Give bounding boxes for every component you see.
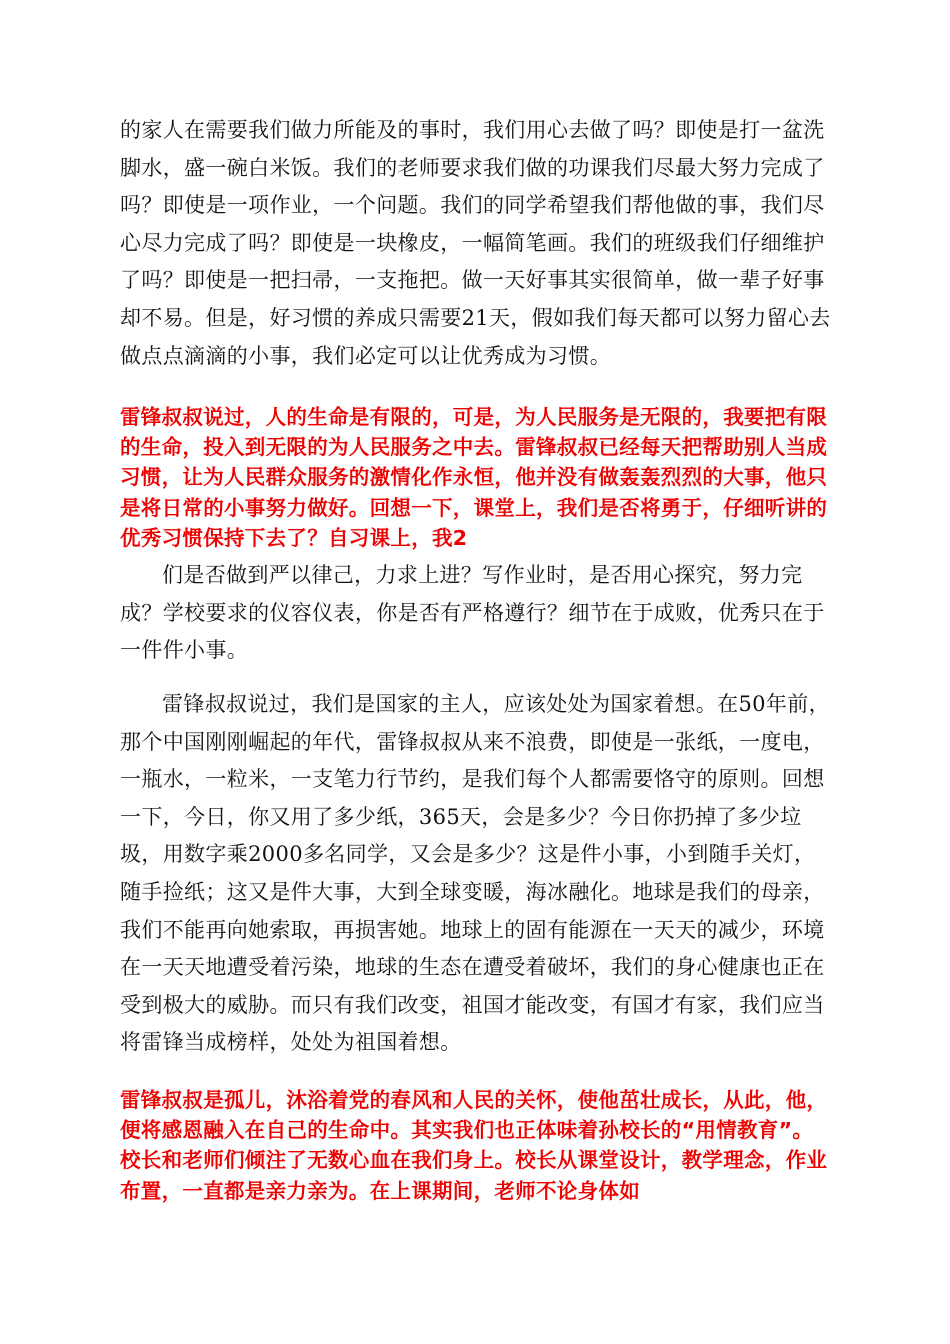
paragraph-self-discipline: 们是否做到严以律己，力求上进？写作业时，是否用心探究，努力完成？学校要求的仪容仪表，你是否有严格遵行？细节在于成败，优秀只在于一件件小事。 xyxy=(120,563,825,663)
paragraph-family-duties: 的家人在需要我们做力所能及的事时，我们用心去做了吗？即使是打一盆洗脚水，盛一碗白米饭。我们的老师要求我们做的功课我们尽最大努力完成了吗？即使是一项作业，一个问题。我们的同学希望我们帮他做的事，我们尽心尽力完成了吗？即使是一块橡皮，一幅简笔画。我们的班级我们仔细维护了吗？即使是一把扫帚，一支拖把。做一天好事其实很简单，做一辈子好事却不易。但是，好习惯的养成只需要21天，假如我们每天都可以努力留心去做点点滴滴的小事，我们必定可以让优秀成为习惯。 xyxy=(120,118,831,368)
paragraph-thrift-environment: 雷锋叔叔说过，我们是国家的主人，应该处处为国家着想。在50年前，那个中国刚刚崛起的年代，雷锋叔叔从来不浪费，即使是一张纸，一度电，一瓶水，一粒米，一支笔力行节约，是我们每个人都需要恪守的原则。回想一下，今日，你又用了多少纸，365天，会是多少？今日你扔掉了多少垃圾，用数字乘2000多名同学，又会是多少？这是件小事，小到随手关灯，随手捡纸；这又是件大事，大到全球变暖，海冰融化。地球是我们的母亲，我们不能再向她索取，再损害她。地球上的固有能源在一天天的减少，环境在一天天地遭受着污染，地球的生态在遭受着破坏，我们的身心健康也正在受到极大的威胁。而只有我们改变，祖国才能改变，有国才有家，我们应当将雷锋当成榜样，处处为祖国着想。 xyxy=(120,692,830,1055)
paragraph-leifeng-service-highlight: 雷锋叔叔说过，人的生命是有限的，可是，为人民服务是无限的，我要把有限的生命，投入到无限的为人民服务之中去。雷锋叔叔已经每天把帮助别人当成习惯，让为人民群众服务的激情化作永恒，他并没有做轰轰烈烈的大事，他只是将日常的小事努力做好。回想一下，课堂上，我们是否将勇于，仔细听讲的优秀习惯保持下去了？自习课上，我2 xyxy=(120,405,828,550)
paragraph-gratitude-highlight: 雷锋叔叔是孤儿，沐浴着党的春风和人民的关怀，使他茁壮成长，从此，他，便将感恩融入在自己的生命中。其实我们也正体味着孙校长的“用情教育”。校长和老师们倾注了无数心血在我们身上。校长从课堂设计，教学理念，作业布置，一直都是亲力亲为。在上课期间，老师不论身体如 xyxy=(120,1088,828,1203)
